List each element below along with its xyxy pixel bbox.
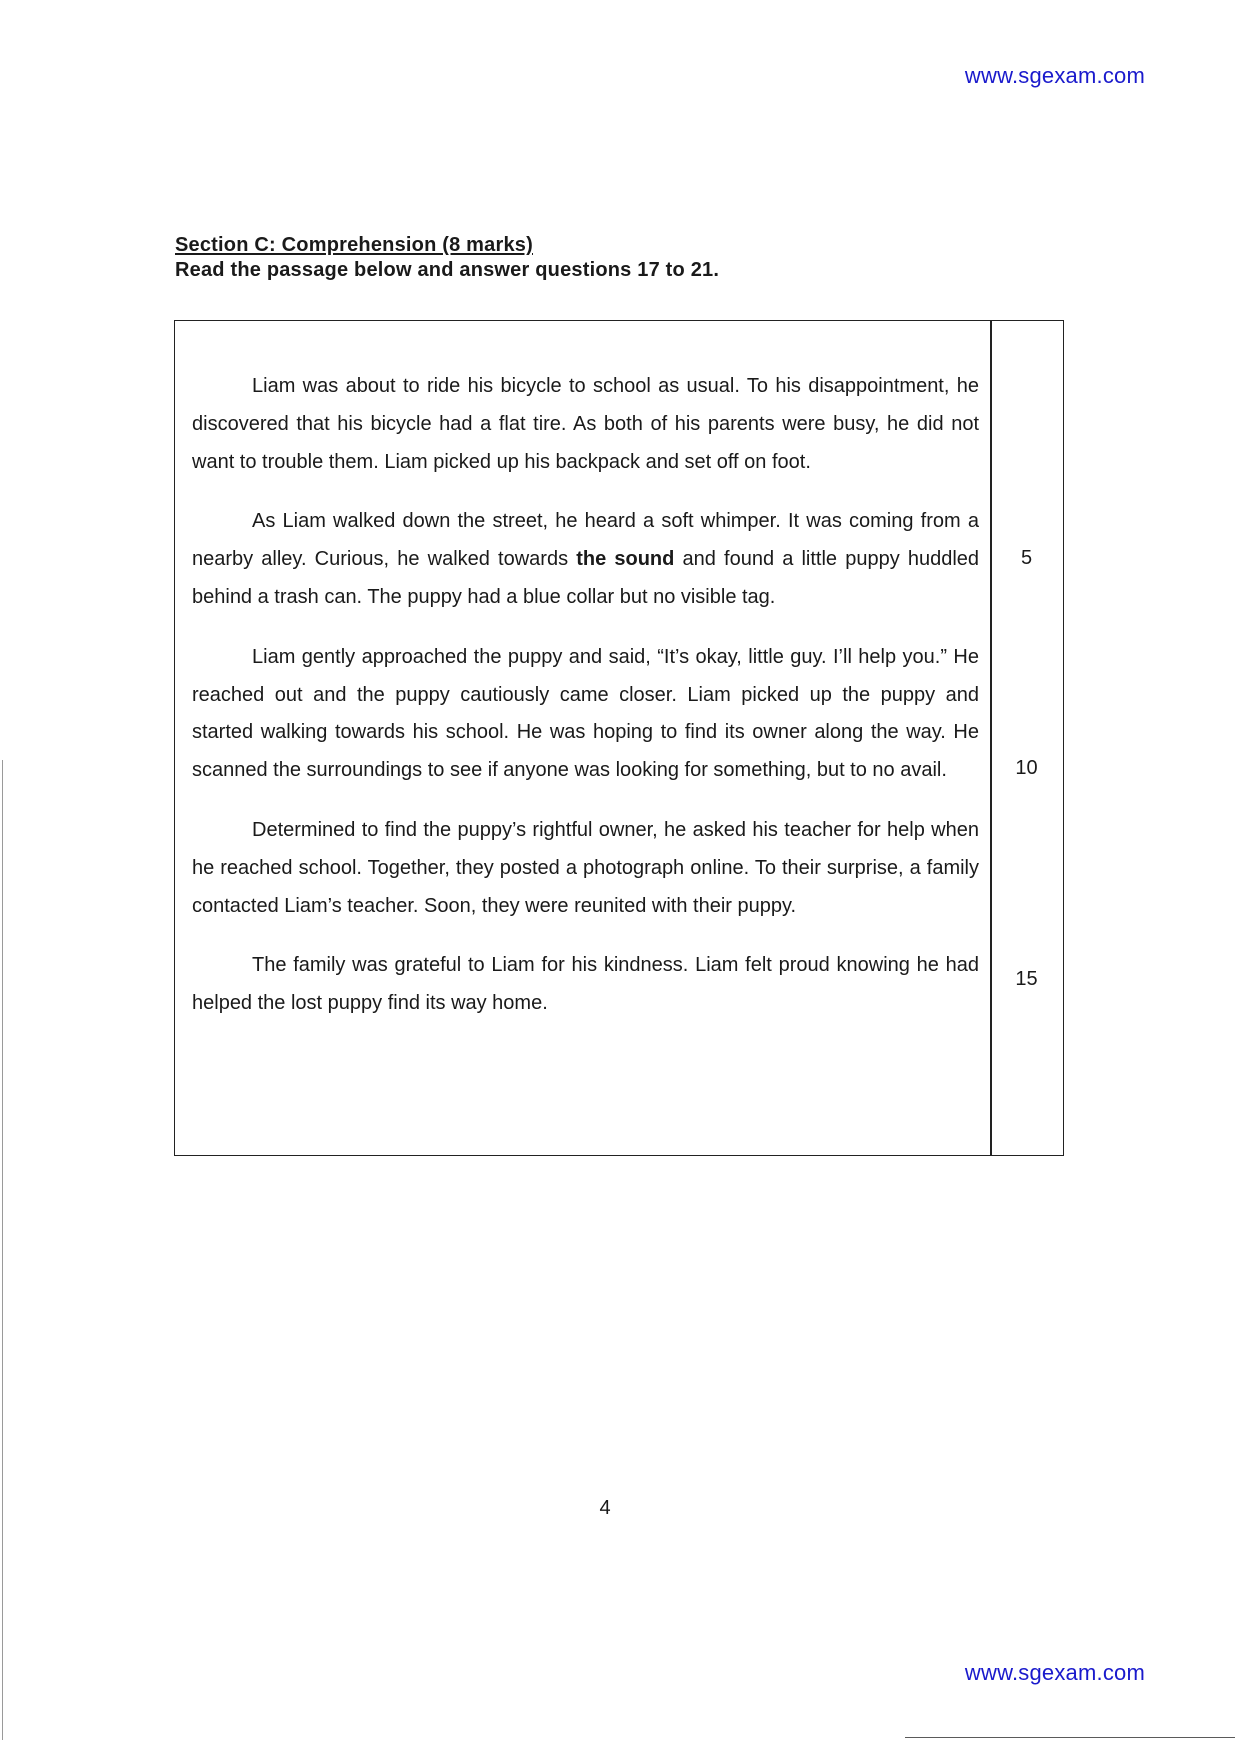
passage-text [192,368,979,1023]
passage-paragraph-5: The family was grateful to Liam for his kindness. Liam felt proud knowing he had helped the lost puppy find its way home. [192,954,979,1015]
passage-paragraph-1: Liam was about to ride his bicycle to school as usual. To his disappointment, he discovered that his bicycle had a flat tire. As both of his parents were busy, he did not want to trouble them. Liam picked up his backpack and set off on foot. [192,375,979,473]
footer-website-link[interactable]: www.sgexam.com [964,1660,1145,1685]
passage-paragraph-2 [192,503,979,616]
page-number: 4 [599,1497,611,1519]
header-website-link[interactable]: www.sgexam.com [964,63,1145,88]
passage-paragraph-3: Liam gently approached the puppy and said, “It’s okay, little guy. I’ll help you.” He reached out and the puppy cautiously came closer. Liam picked up the puppy and started walking towards his school. He was hoping to find its owner along the way. He scanned the surroundings to see if anyone was looking for something, but to no avail. [192,645,979,782]
line-number-5: 5 [1020,547,1033,569]
passage-box [174,320,1064,1156]
paragraph-2-text-start: As Liam walked down the street, he heard a soft whimper. It was coming from a nearby alley. Curious, he walked towards [192,510,979,571]
line-number-15: 15 [1015,968,1038,990]
scan-edge-bottom [905,1737,1235,1738]
section-instruction: Read the passage below and answer questions 17 to 21. [175,259,720,281]
section-title: Section C: Comprehension (8 marks) [175,234,533,256]
passage-paragraph-4: Determined to find the puppy’s rightful owner, he asked his teacher for help when he reached school. Together, they posted a photograph online. To their surprise, a family contacted Liam’s teacher. Soon, they were reunited with their puppy. [192,818,979,917]
scan-edge-left [2,760,3,1740]
paragraph-2-text-end: and found a little puppy huddled behind a trash can. The puppy had a blue collar but no visible tag. [192,548,980,608]
line-number-10: 10 [1015,757,1038,779]
line-number-column-divider [990,321,992,1155]
bold-phrase-the-sound: the sound [576,548,675,571]
